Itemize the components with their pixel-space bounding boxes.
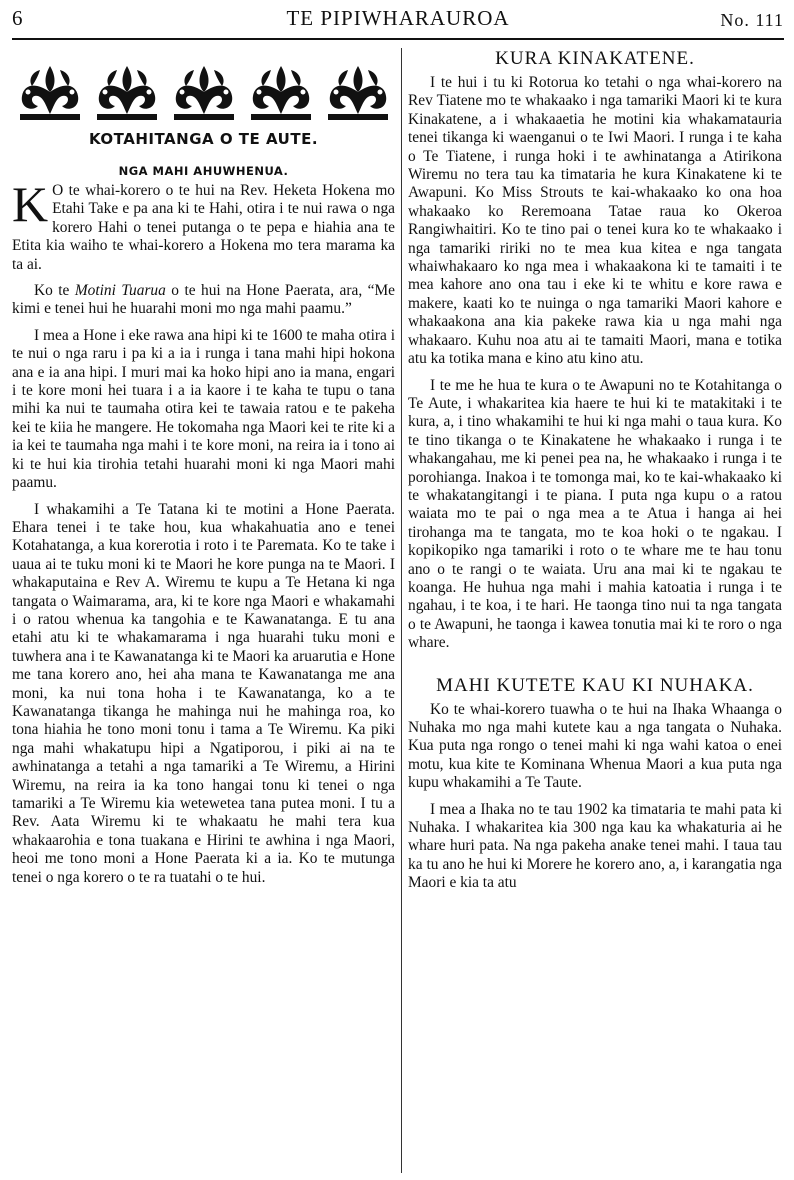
paragraph: I whakamihi a Te Tatana ki te motini a Hone Paerata. Ehara tenei i te take hou, kua whakahuatia ano e tenei Kotahatanga, a kua korerotia i roto i te Paremata. Ko te take i uaua ai te tuku moni ki te Maori he kore punga na te Maori. I whakaputaina e Rev A. Wiremu te kupu a Te Hetana ki nga tangata o Waimarama, ara, ki te kore nga Maori e whakamahi i o ratou whenua ka tangohia e te Kawanatanga. E tu ana etahi atu ki te whakamarama i nga huarahi tuku moni e tuwhera ana i te Kawanatanga ki te Maori ka aruarutia e Hone me tana korero ano, hei aha mana te Kawanatanga me ana moni, ka nui tona hoha i te Kawanatanga, ko a te Kawanatanga tikanga he mahinga nui he mahinga roa, ko tona hiahia he tono moni tonu i tama a Te Wiremu. Ka piki nga mahi whakatupu hipi a Ngatiporou, i piki ai na te awhinatanga a tetahi a nga tamariki a Te Wiremu, a Hirini Wiremu, na reira ia ka tono hangai tonu ki tenei o nga tamariki a Te Wiremu kia wetewetea tana putea moni. I tu a Rev. Aata Wiremu ki te whakaatu he mahi tera kua whakaarohia e tona tuakana e Hirini te awhina i nga Maori, heoi me tono moni a Hone Paerata ki a ia. Ko te mutunga tenei o nga korero o te ra tuatahi o te hui. — [12, 500, 395, 886]
paragraph: I te me he hua te kura o te Awapuni no te Kotahitanga o Te Aute, i whakaritea kia haere te hui ki te matakitaki i te kura, a, i tino whakamihi te hui ki nga mahi o taua kura. Ko te tino tikanga o te Kinakatene he whakaako i runga i te whakangahau, me ki penei pea na, he whakaako i runga i te porohianga. Inakoa i te tomonga mai, ko te kai-whakaako ki te whakatangitangi i te piana. I puta nga kupu o a ratou waiata mo te pai o nga mea a te Atua i hanga ai hei tirohanga ma te tangata, mo te koa hoki o te ngakau. I kopikopiko nga tamariki i roto o te whare me te hau tonu ano o te rangi o te waiata. Uru ana mai ki te ngakau te koanga. He huhua nga mahi i mahia katoatia i runga i te ngahau, i te koa, i te hari. He taonga tino nui ta nga tangata o te Awapuni, he taonga i kawea tonutia mai ki te roro o nga whare. — [408, 376, 782, 652]
paragraph — [12, 282, 395, 319]
paragraph — [12, 176, 395, 274]
section-heading: MAHI KUTETE KAU KI NUHAKA. — [436, 674, 754, 696]
article-subheading: NGA MAHI AHUWHENUA. — [118, 164, 289, 178]
section-heading: KURA KINAKATENE. — [495, 48, 695, 69]
paragraph-text: o te hui na Hone Paerata, ara, “Me kimi e tenei hui he huarahi moni mo nga mahi paamu.” — [12, 282, 395, 318]
paragraph: Ko te whai-korero tuawha o te hui na Ihaka Whaanga o Nuhaka mo nga mahi kutete kau a nga tangata o Nuhaka. Kua puta nga rongo o tenei mahi ki nga wahi katoa o enei motu, kua kite te Kominana Whenua Maori a kua puta nga kupu whakamihi a Te Taute. — [408, 700, 782, 792]
drop-cap: K — [12, 176, 49, 232]
article-heading: KOTAHITANGA O TE AUTE. — [88, 130, 319, 148]
paragraph: I mea a Hone i eke rawa ana hipi ki te 1600 te maha otira i te nui o nga raru i pa ki a ia i runga i tana mahi hipi hokona ana e ia ana hipi. I muri mai ka hoko hipi ano ia mana, engari i te kore moni hei tuara i a ia kaore i te kaha te tupu o tana mihi ka nui te taumaha otira kei te tawaia ratou e te pakeha kei te kiia he mangere. He tokomaha nga Maori kei te rite ki a ia kei te taumaha nga mahi i te kore moni, na reira ia i tono ai ki te hui kia tirohia tetahi huarahi moni ki nga Maori mahi paamu. — [12, 326, 395, 492]
issue-number: No. 111 — [720, 10, 784, 30]
paragraph: I te hui i tu ki Rotorua ko tetahi o nga whai-korero na Rev Tiatene mo te whakaako i nga tamariki Maori ki te kura Kinakatene, a i whakaaetia he motini kia whakamatauria tenei tikanga ki waenganui o te Iwi Maori. I runga i te kaha o Te Tiatene, i runga hoki i te awhinatanga a Atirikona Wiremu no tera tau ka timataria he kura Kinakatene ki te Awapuni. Ko Miss Strouts te kai-whakaako ko ona hoa whakaako ko Reremoana Tatae raua ko Okeroa Rangiwhaitiri. Ko te tino pai o tenei kura ko te whakaako i nga tamariki ririki no te mea kua kitea e nga tangata whaiwhakaaro ko nga mea i whakaakona ki te tamaiti i te mea kahore ano ona tau i eke ki te whitu e kore rawa e makere, kaati ko te nuinga o nga tamariki Maori kahore e whakaakona ana kia pakeke rawa kia u nga mahi nga whakaaro. Kuhu noa atu ai te tamaiti Maori, mana e totika atu ka totika mana e kino atu kino atu. — [408, 74, 782, 368]
right-column — [408, 48, 782, 901]
paragraph-text: Ko te — [34, 282, 75, 300]
motion-title: Motini Tuarua — [74, 282, 166, 300]
left-column — [12, 48, 395, 895]
column-divider — [401, 48, 402, 1173]
paragraph-text: O te whai-korero o te hui na Rev. Heketa Hokena mo Etahi Take e pa ana ki te Hahi, otira i te nui rawa o nga korero Hahi o tenei putanga o te pepa e hiahia ana te Etita kia waiho te whai-korero a Hokena mo tera marama ka ta ai. — [12, 182, 395, 273]
decorative-ornament-banner — [12, 62, 395, 126]
masthead-title: TE PIPIWHARAUROA — [286, 6, 510, 30]
page-header — [12, 4, 784, 40]
paragraph: I mea a Ihaka no te tau 1902 ka timataria te mahi pata ki Nuhaka. I whakaritea kia 300 nga kau ka whakaturia ai he whare huri pata. Na nga pakeha anake tenei mahi. I taua tau ka tu ano he hui ki Morere he korero ano, a, i karangatia nga Maori e kia ta atu — [408, 800, 782, 892]
page-number: 6 — [12, 6, 23, 30]
